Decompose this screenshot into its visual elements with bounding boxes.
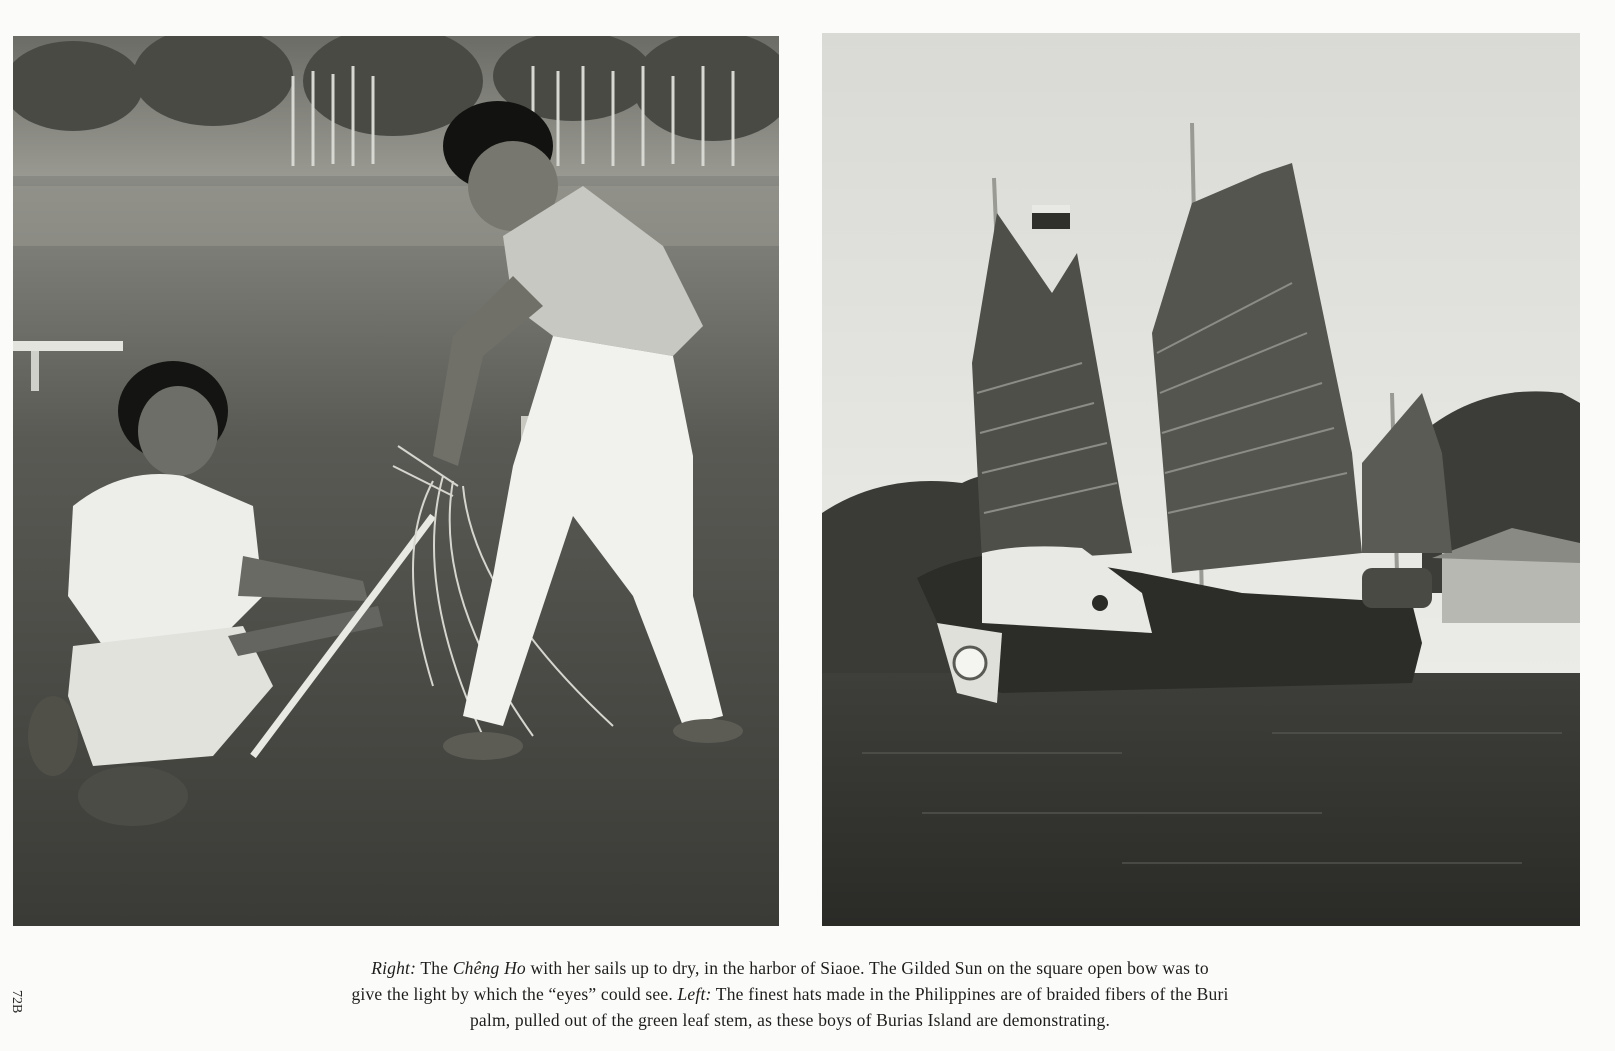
photo-caption	[140, 955, 1440, 1033]
caption-line-2	[140, 981, 1440, 1007]
photo-junk-cheng-ho	[822, 33, 1580, 926]
caption-right-label: Right:	[371, 958, 417, 978]
caption-left-label: Left:	[677, 984, 712, 1004]
photo-boys-braiding	[13, 36, 779, 926]
caption-text: with her sails up to dry, in the harbor of Siaoe. The Gilded Sun on the square open bow was to	[525, 958, 1209, 978]
caption-text: The finest hats made in the Philippines are of braided fibers of the Buri	[711, 984, 1229, 1004]
caption-line-1	[140, 955, 1440, 981]
photo-junk-cheng-ho-image	[822, 33, 1580, 926]
caption-ship-name: Chêng Ho	[452, 958, 526, 978]
caption-line-3: palm, pulled out of the green leaf stem, as these boys of Burias Island are demonstrating.	[469, 1010, 1111, 1030]
page-number: 72B	[9, 990, 24, 1014]
caption-text: give the light by which the “eyes” could see.	[351, 984, 678, 1004]
photo-boys-braiding-image	[13, 36, 779, 926]
caption-text: The	[416, 958, 453, 978]
